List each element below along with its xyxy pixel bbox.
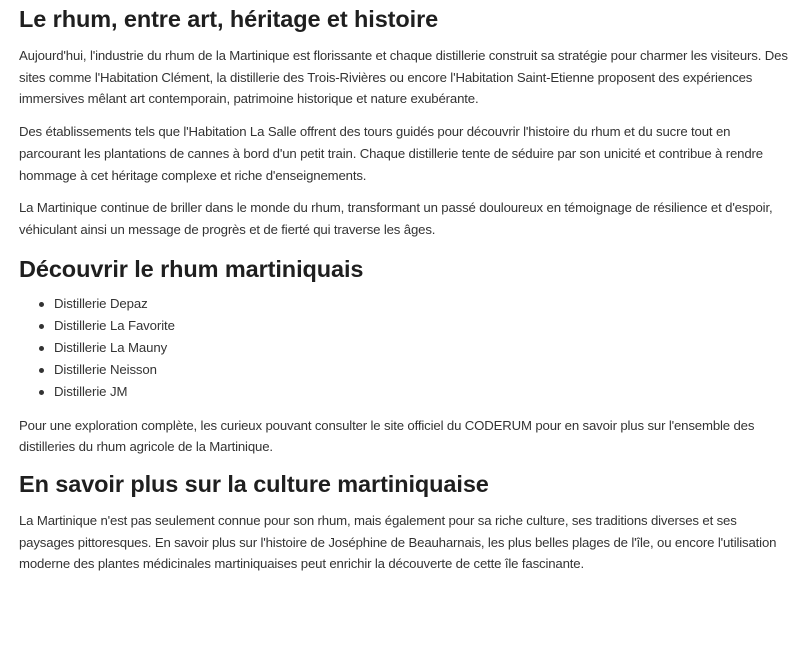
list-item-label: Distillerie La Mauny	[54, 339, 168, 355]
section-heading-culture-martiniquaise: En savoir plus sur la culture martiniquaise	[19, 471, 489, 498]
list-item	[54, 337, 789, 359]
list-item	[54, 315, 789, 337]
paragraph-habitation-la-salle: Des établissements tels que l'Habitation La Salle offrent des tours guidés pour découvrir l'histoire du rhum et du sucre tout en parcourant les plantations de cannes à bord d'un petit train. Chaque distillerie tente de séduire par son unicité et contribue à rendre hommage à cet héritage complexe et riche d'enseignements.	[19, 124, 763, 183]
bullet-icon	[39, 324, 44, 329]
distillery-list	[19, 293, 789, 403]
paragraph-martinique-resilience: La Martinique continue de briller dans le monde du rhum, transformant un passé douloureux en témoignage de résilience et d'espoir, véhiculant ainsi un message de progrès et de fierté qui traverse les âges.	[19, 200, 773, 237]
paragraph-industrie-rhum: Aujourd'hui, l'industrie du rhum de la Martinique est florissante et chaque distillerie construit sa stratégie pour charmer les visiteurs. Des sites comme l'Habitation Clément, la distillerie des Trois-Rivières ou encore l'Habitation Saint-Etienne proposent des expériences immersives mêlant art contemporain, patrimoine historique et nature exubérante.	[19, 48, 788, 107]
bullet-icon	[39, 368, 44, 373]
list-item	[54, 359, 789, 381]
list-item-label: Distillerie JM	[54, 383, 128, 399]
section-heading-decouvrir-rhum: Découvrir le rhum martiniquais	[19, 255, 364, 282]
list-item	[54, 381, 789, 403]
paragraph-coderum: Pour une exploration complète, les curieux pouvant consulter le site officiel du CODERUM pour en savoir plus sur l'ensemble des distilleries du rhum agricole de la Martinique.	[19, 417, 755, 455]
section-heading-rhum-art-heritage: Le rhum, entre art, héritage et histoire	[19, 6, 439, 32]
list-item	[54, 293, 789, 315]
bullet-icon	[39, 302, 44, 307]
bullet-icon	[39, 346, 44, 351]
list-item-label: Distillerie Neisson	[54, 361, 157, 377]
list-item-label: Distillerie Depaz	[54, 295, 148, 311]
article-body	[19, 0, 789, 586]
bullet-icon	[39, 390, 44, 395]
list-item-label: Distillerie La Favorite	[54, 317, 175, 333]
paragraph-culture: La Martinique n'est pas seulement connue pour son rhum, mais également pour sa riche culture, ses traditions diverses et ses paysages pittoresques. En savoir plus sur l'histoire de Joséphine de Beauharnais, les plus belles plages de l'île, ou encore l'utilisation moderne des plantes médicinales martiniquaises peut enrichir la découverte de cette île fascinante.	[19, 513, 777, 572]
